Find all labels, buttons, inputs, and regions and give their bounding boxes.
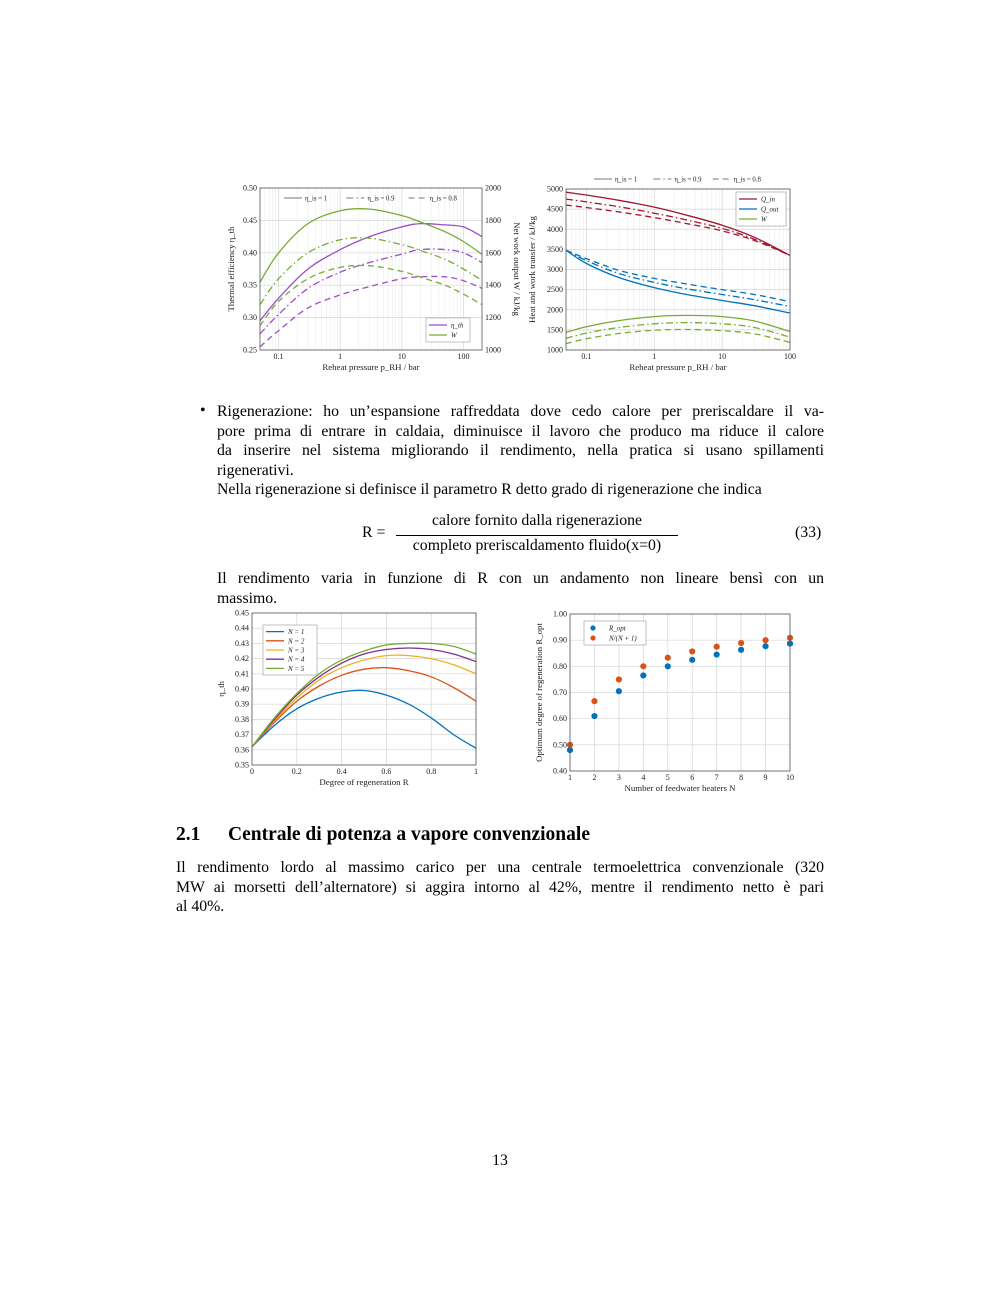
legend-label: N = 1 xyxy=(288,628,305,637)
line-style-label: η_is = 1 xyxy=(305,195,328,203)
x-tick-label: 0 xyxy=(250,767,254,776)
regen-parameter-line: Nella rigenerazione si definisce il parametro R detto grado di rigenerazione che indica xyxy=(217,481,762,498)
equation-33 xyxy=(0,510,1000,558)
efficiency-paragraph xyxy=(217,569,824,608)
data-point xyxy=(738,647,744,653)
section-heading xyxy=(176,824,590,846)
x-tick-label: 4 xyxy=(641,773,646,782)
legend-marker xyxy=(590,635,595,640)
y-tick-label: 0.90 xyxy=(553,635,567,645)
x-tick-label: 100 xyxy=(457,352,470,361)
y-right-tick-label: 1800 xyxy=(485,215,501,225)
legend-label: N = 2 xyxy=(288,637,305,646)
data-point xyxy=(640,672,646,678)
y-tick-label: 0.36 xyxy=(235,745,249,755)
x-tick-label: 100 xyxy=(784,352,796,361)
y-tick-label: 2500 xyxy=(547,285,563,295)
fraction-bar xyxy=(396,535,678,536)
bullet-line: da inserire nel sistema migliorando il rendimento, nella pratica si usano spillamenti xyxy=(217,442,824,459)
equation-lhs: R = xyxy=(362,524,386,541)
chart-efficiency-regeneration-svg xyxy=(216,605,485,795)
data-point xyxy=(665,655,671,661)
y-tick-label: 0.50 xyxy=(243,183,257,193)
legend-label: N = 4 xyxy=(288,655,305,664)
chart-heat-work-svg xyxy=(526,172,806,377)
legend-label: η_th xyxy=(451,321,464,330)
y-tick-label: 0.50 xyxy=(553,740,567,750)
y-tick-label: 0.39 xyxy=(235,699,249,709)
legend-label: W xyxy=(761,215,767,224)
legend-label: N = 3 xyxy=(288,646,305,655)
equation-number: (33) xyxy=(795,524,822,541)
x-tick-label: 0.6 xyxy=(381,767,392,776)
y-right-tick-label: 1600 xyxy=(485,248,501,258)
data-point xyxy=(714,651,720,657)
x-tick-label: 9 xyxy=(763,773,768,782)
chart-efficiency-vs-regeneration xyxy=(216,605,485,795)
data-point xyxy=(616,688,622,694)
data-point xyxy=(762,637,768,643)
equation-denominator: completo preriscaldamento fluido(x=0) xyxy=(412,537,662,554)
x-tick-label: 8 xyxy=(739,773,744,782)
efficiency-line: Il rendimento varia in funzione di R con un andamento non lineare bensì con un xyxy=(217,570,824,587)
y-tick-label: 0.40 xyxy=(243,248,257,258)
section-title: Centrale di potenza a vapore convenzionale xyxy=(228,824,590,845)
y-tick-label: 1.00 xyxy=(553,609,567,619)
y-tick-label: 0.45 xyxy=(235,608,249,618)
line-style-label: η_is = 0.9 xyxy=(674,176,702,184)
x-tick-label: 0.2 xyxy=(291,767,302,776)
chart-optimum-regeneration-svg xyxy=(530,605,800,800)
y-tick-label: 0.45 xyxy=(243,215,257,225)
section-line: al 40%. xyxy=(176,898,225,915)
y-tick-label: 0.35 xyxy=(243,280,257,290)
y-tick-label: 0.35 xyxy=(235,760,249,770)
x-tick-label: 1 xyxy=(474,767,478,776)
x-axis-label: Reheat pressure p_RH / bar xyxy=(629,362,727,372)
chart-heat-work-transfer-vs-reheat xyxy=(526,172,806,377)
y-tick-label: 5000 xyxy=(547,184,563,194)
legend-marker xyxy=(590,625,595,630)
x-tick-label: 0.8 xyxy=(426,767,437,776)
y-tick-label: 3500 xyxy=(547,244,563,254)
legend-label: Q_in xyxy=(761,195,775,204)
y-tick-label: 0.40 xyxy=(235,684,249,694)
line-style-label: η_is = 1 xyxy=(615,176,638,184)
x-tick-label: 2 xyxy=(592,773,597,782)
y-axis-label: Heat and work transfer / kJ/kg xyxy=(527,216,537,323)
y-tick-label: 0.60 xyxy=(553,714,567,724)
y-axis-label: Thermal efficiency η_th xyxy=(226,226,236,312)
line-style-label: η_is = 0.8 xyxy=(733,176,761,184)
y-tick-label: 1500 xyxy=(547,325,563,335)
x-axis-label: Degree of regeneration R xyxy=(319,777,409,787)
y-tick-label: 2000 xyxy=(547,305,563,315)
x-tick-label: 10 xyxy=(786,773,794,782)
data-point xyxy=(762,643,768,649)
x-tick-label: 7 xyxy=(714,773,719,782)
y-right-tick-label: 2000 xyxy=(485,183,501,193)
chart-efficiency-work-svg xyxy=(226,176,526,376)
x-axis-label: Reheat pressure p_RH / bar xyxy=(322,362,420,372)
bullet-paragraph-regeneration xyxy=(217,402,824,500)
x-tick-label: 10 xyxy=(718,352,727,361)
bullet-marker: • xyxy=(200,402,206,419)
x-tick-label: 10 xyxy=(397,352,406,361)
y-tick-label: 4000 xyxy=(547,224,563,234)
y-axis-label: Optimum degree of regeneration R_opt xyxy=(534,623,544,762)
y-right-tick-label: 1200 xyxy=(485,313,501,323)
data-point xyxy=(591,713,597,719)
legend-label: R_opt xyxy=(609,624,626,633)
y-right-tick-label: 1000 xyxy=(485,345,501,355)
section-line: MW ai morsetti dell’alternatore) si aggira intorno al 42%, mentre il rendimento netto è pari xyxy=(176,878,824,896)
y-tick-label: 0.70 xyxy=(553,688,567,697)
line-style-label: η_is = 0.8 xyxy=(429,195,457,203)
chart-optimum-regeneration-vs-heaters xyxy=(530,605,800,800)
y-tick-label: 4500 xyxy=(547,204,563,214)
y-tick-label: 3000 xyxy=(547,265,563,274)
y-right-tick-label: 1400 xyxy=(485,280,501,290)
y-tick-label: 0.42 xyxy=(235,654,249,664)
bullet-line: rigenerativi. xyxy=(217,461,294,479)
y-tick-label: 0.40 xyxy=(553,766,567,776)
y-axis-label: η_th xyxy=(216,681,226,697)
x-tick-label: 0.4 xyxy=(336,767,347,776)
equation-numerator: calore fornito dalla rigenerazione xyxy=(431,512,643,529)
x-tick-label: 5 xyxy=(665,773,670,782)
data-point xyxy=(665,663,671,669)
x-tick-label: 0.1 xyxy=(273,352,284,361)
data-point xyxy=(640,663,646,669)
y-tick-label: 0.44 xyxy=(235,623,249,633)
data-point xyxy=(616,676,622,682)
y-tick-label: 1000 xyxy=(547,345,563,355)
bullet-line: Rigenerazione: ho un’espansione raffreddata dove cedo calore per preriscaldare il va- xyxy=(217,403,824,420)
section-line: Il rendimento lordo al massimo carico per una centrale termoelettrica convenzionale (320 xyxy=(176,859,824,876)
data-point xyxy=(738,640,744,646)
data-point xyxy=(689,648,695,654)
legend-label: W xyxy=(451,331,457,340)
legend-label: N = 5 xyxy=(288,664,305,673)
data-point xyxy=(591,698,597,704)
bullet-line: pore prima di entrare in caldaia, diminuisce il lavoro che produco ma riduce il calore xyxy=(217,422,824,440)
legend-label: N/(N + 1) xyxy=(609,634,637,643)
data-point xyxy=(714,644,720,650)
y-tick-label: 0.25 xyxy=(243,345,257,355)
section-number: 2.1 xyxy=(176,824,201,845)
section-paragraph xyxy=(176,858,824,917)
x-tick-label: 1 xyxy=(652,352,657,361)
x-tick-label: 1 xyxy=(338,352,343,361)
x-tick-label: 3 xyxy=(616,773,621,782)
data-point xyxy=(689,657,695,663)
chart-efficiency-work-vs-reheat xyxy=(226,176,526,376)
y-tick-label: 0.37 xyxy=(235,730,249,740)
efficiency-line: massimo. xyxy=(217,589,278,607)
legend-label: Q_out xyxy=(761,205,779,214)
y-tick-label: 0.80 xyxy=(553,661,567,671)
line-style-label: η_is = 0.9 xyxy=(367,195,395,203)
x-tick-label: 6 xyxy=(690,773,695,782)
y-tick-label: 0.43 xyxy=(235,638,249,648)
y-tick-label: 0.38 xyxy=(235,714,249,724)
x-tick-label: 0.1 xyxy=(581,352,592,361)
x-axis-label: Number of feedwater heaters N xyxy=(624,783,736,793)
y-tick-label: 0.30 xyxy=(243,313,257,323)
x-tick-label: 1 xyxy=(568,773,572,782)
y-tick-label: 0.41 xyxy=(235,669,249,679)
y-right-axis-label: Net work output W / kJ/kg xyxy=(512,222,522,316)
page-number: 13 xyxy=(492,1152,508,1169)
